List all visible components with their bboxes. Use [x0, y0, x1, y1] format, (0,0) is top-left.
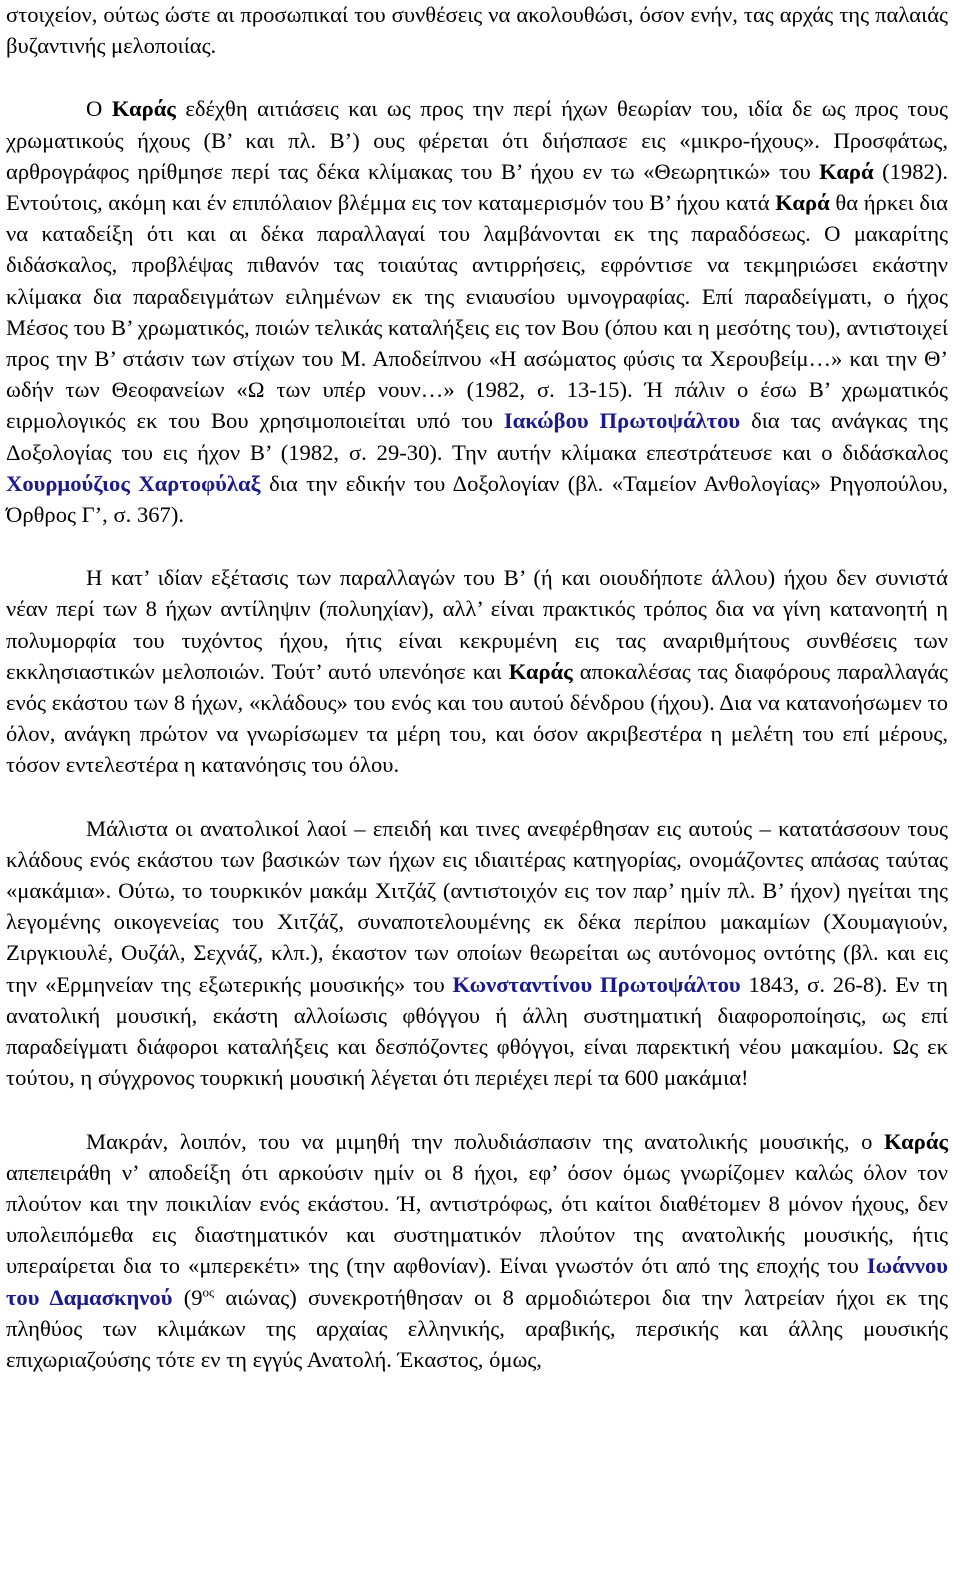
person-name: Κωνσταντίνου Πρωτοψάλτου: [452, 971, 741, 997]
text-run: εδέχθη αιτιάσεις και ως προς την περί ήχων θεωρίαν του, ιδία δε ως προς τους χρωματικούς ήχους (Β’ και πλ. Β’) ους φέρεται ότι διήσπασε εις «μικρο-ήχους». Προσφάτως, αρθρογράφος ηρίθμησε περί τας δέκα κλίμακας του Β’ ήχου εν τω «Θεωρητικώ» του: [6, 96, 948, 184]
person-name: Ιακώβου Πρωτοψάλτου: [503, 408, 741, 434]
author-name: Καράς: [884, 1128, 948, 1154]
text-run: Ο: [86, 96, 112, 122]
paragraph-gap: [6, 61, 948, 93]
paragraph-5: [6, 1126, 948, 1376]
text-run: Μακράν, λοιπόν, του να μιμηθή την πολυδιάσπασιν της ανατολικής μουσικής, ο: [86, 1128, 884, 1154]
text-run: θα ήρκει δια να καταδείξη ότι και αι δέκα παραλλαγαί του λαμβάνονται εκ της παραδόσεως. Ο μακαρίτης διδάσκαλος, προβλέψας πιθανόν τας τοιαύτας αντιρρήσεις, εφρόντισε να τεκμηριώσει εκάστην κλίμακα δια παραδειγμάτων ειλημένων εκ της ενιαυσίου υμνογραφίας. Επί παραδείγματι, ο ήχος Μέσος του Β’ χρωματικός, ποιών τελικάς καταλήξεις εις τον Βου (όπου και η μεσότης του), αντιστοιχεί προς την Β’ στάσιν των στίχων του Μ. Αποδείπνου «Η ασώματος φύσις τα Χερουβείμ…» και την Θ’ ωδήν των Θεοφανείων «Ω των υπέρ νουν…» (1982, σ. 13-15). Ή πάλιν ο έσω Β’ χρωματικός ειρμολογικός εκ του Βου χρησιμοποιείται υπό του: [6, 190, 948, 434]
text-run: 1843, σ. 26-8). Εν τη ανατολική μουσική, εκάστη αλλοίωσις φθόγγου ή άλλη συστηματική διαφοροποίησις, ως επί παραδείγματι διάφοροι καταλήξεις και δεσπόζοντες φθόγγοι, είναι παρεκτική νέου μακαμίου. Ως εκ τούτου, η σύγχρονος τουρκική μουσική λέγεται ότι περιέχει περί τα 600 μακάμια!: [6, 971, 948, 1091]
text-run: Μάλιστα οι ανατολικοί λαοί – επειδή και τινες ανεφέρθησαν εις αυτούς – κατατάσσουν τους κλάδους ενός εκάστου των βασικών των ήχων εις ιδιαιτέρας κατηγορίας, ονομάζοντες απάσας ταύτας «μακάμια». Ούτω, το τουρκικόν μακάμ Χιτζάζ (αντιστοιχόν εις τον παρ’ ημίν πλ. Β’ ήχον) ηγείται της λεγομένης οικογενείας του Χιτζάζ, συναποτελουμένης εκ δέκα περίπου μακαμίων (Χουμαγιούν, Ζιργκιουλέ, Ουζάλ, Σεχνάζ, κλπ.), έκαστον των οποίων θεωρείται ως αυτόνομος οντότης (βλ. και εις την «Ερμηνείαν της εξωτερικής μουσικής» του: [6, 815, 948, 997]
person-name: Χουρμούζιος Χαρτοφύλαξ: [6, 470, 261, 496]
ordinal-superscript: ος: [202, 1283, 215, 1299]
text-run: στοιχείον, ούτως ώστε αι προσωπικαί του συνθέσεις να ακολουθώσι, όσον ενήν, τας αρχάς της παλαιάς βυζαντινής μελοποιίας.: [6, 2, 948, 59]
paragraph-2: [6, 93, 948, 530]
paragraph-gap: [6, 1094, 948, 1126]
author-name: Καρά: [775, 190, 830, 216]
text-run: Η κατ’ ιδίαν εξέτασις των παραλλαγών του Β’ (ή και οιουδήποτε άλλου) ήχου δεν συνιστά νέαν περί των 8 ήχων αντίληψιν (πολυηχίαν), αλλ’ είναι πρακτικός τρόπος δια να γίνη κατανοητή η πολυμορφία του τυχόντος ήχου, ήτις είναι κεκρυμένη εις τας αναριθμήτους συνθέσεις των εκκλησιαστικών μελοποιών. Τούτ’ αυτό υπενόησε και: [6, 565, 948, 684]
paragraph-gap: [6, 530, 948, 562]
text-run: αποκαλέσας τας διαφόρους παραλλαγάς ενός εκάστου των 8 ήχων, «κλάδους» του ενός και του αυτού δένδρου (ήχου). Δια να κατανοήσωμεν το όλον, ανάγκη πρώτον να γνωρίσωμεν τα μέρη του, και όσον ακριβεστέρα η μελέτη του επί μέρους, τόσον εντελεστέρα η κατανόησις του όλου.: [6, 658, 948, 778]
person-name: Ιωάννου του Δαμασκηνού: [6, 1253, 948, 1310]
paragraph-gap: [6, 781, 948, 813]
author-name: Καρά: [819, 158, 874, 184]
document-page: [6, 0, 948, 1375]
text-run: δια τας ανάγκας της Δοξολογίας του εις ήχον Β’ (1982, σ. 29-30). Την αυτήν κλίμακα επεστράτευσε και ο διδάσκαλος: [6, 408, 948, 465]
paragraph-1: [6, 0, 948, 61]
paragraph-3: [6, 562, 948, 780]
author-name: Καράς: [508, 658, 573, 684]
paragraph-4: [6, 813, 948, 1094]
text-run: (1982). Εντούτοις, ακόμη και έν επιπόλαιον βλέμμα εις τον καταμερισμόν του Β’ ήχου κατά: [6, 158, 948, 216]
text-run: αιώνας) συνεκροτήθησαν οι 8 αρμοδιώτεροι δια την λατρείαν ήχοι εκ της πληθύος των κλιμάκων της αρχαίας ελληνικής, αραβικής, περσικής και άλλης μουσικής επιχωριαζούσης τότε εν τη εγγύς Ανατολή. Έκαστος, όμως,: [6, 1284, 948, 1372]
text-run: (9: [172, 1284, 203, 1310]
text-run: απεπειράθη ν’ αποδείξη ότι αρκούσιν ημίν οι 8 ήχοι, εφ’ όσον όμως γνωρίζομεν καλώς όλον τον πλούτον και την ποικιλίαν ενός εκάστου. Ή, αντιστρόφως, ότι καίτοι διαθέτομεν 8 μόνον ήχους, δεν υπολειπόμεθα εις διαστηματικόν και συστηματικόν πλούτον της ανατολικής μουσικής, ήτις υπεραίρεται δια το «μπερεκέτι» της (την αφθονίαν). Είναι γνωστόν ότι από της εποχής του: [6, 1159, 948, 1279]
author-name: Καράς: [111, 96, 176, 122]
text-run: δια την εδικήν του Δοξολογίαν (βλ. «Ταμείον Ανθολογίας» Ρηγοπούλου, Όρθρος Γ’, σ. 367).: [6, 470, 949, 528]
